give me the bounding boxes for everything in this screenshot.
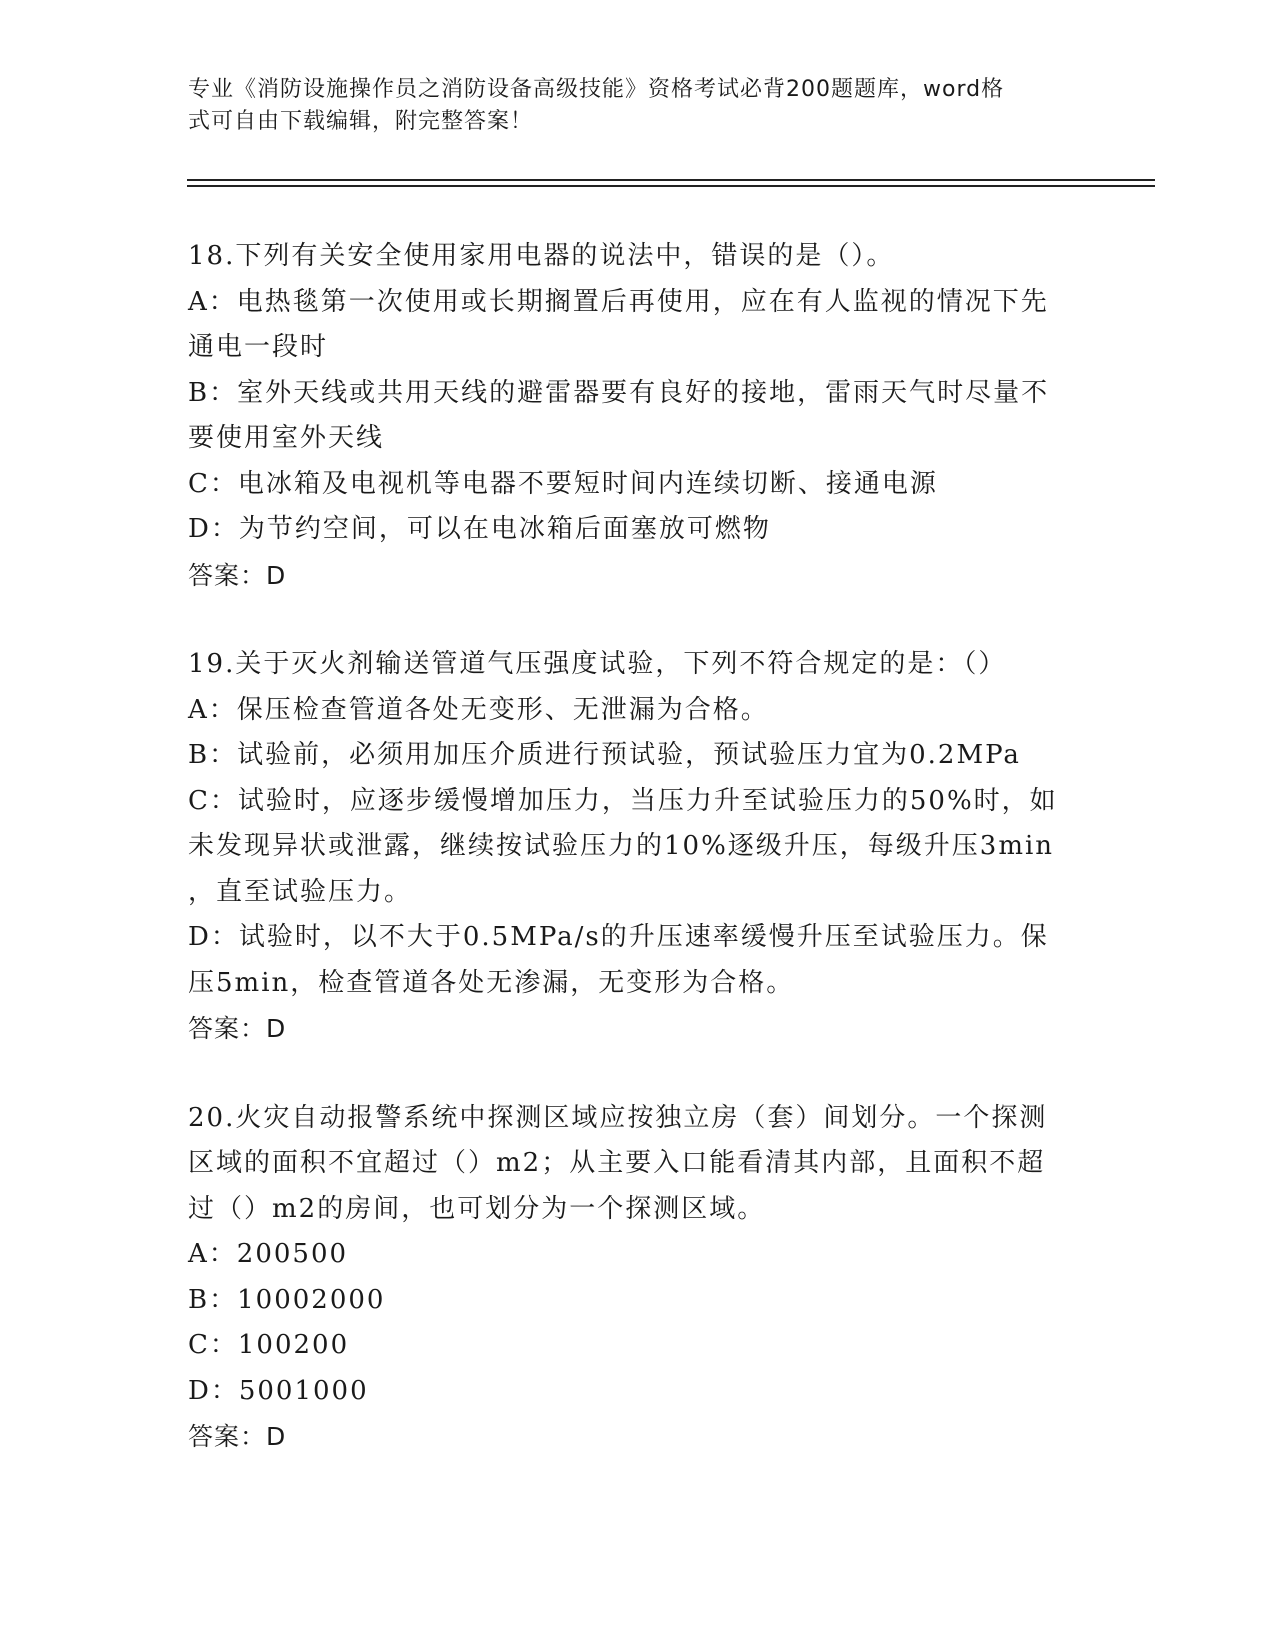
answer-option: C：电冰箱及电视机等电器不要短时间内连续切断、接通电源: [188, 468, 938, 499]
question-stem: 20.火灾自动报警系统中探测区域应按独立房（套）间划分。一个探测: [188, 1102, 1048, 1133]
answer-option: 压5min，检查管道各处无渗漏，无变形为合格。: [188, 967, 795, 998]
header-divider-top: [187, 179, 1155, 181]
answer-option: C：试验时，应逐步缓慢增加压力，当压力升至试验压力的50%时，如: [188, 785, 1058, 816]
answer-key: 答案：D: [188, 1422, 287, 1451]
header-line: 式可自由下载编辑，附完整答案！: [188, 109, 534, 134]
answer-option: C：100200: [188, 1330, 350, 1360]
header-line: 专业《消防设施操作员之消防设备高级技能》资格考试必背200题题库，word格: [188, 77, 1005, 102]
answer-key: 答案：D: [188, 560, 287, 590]
question-stem: 区域的面积不宜超过（）m2；从主要入口能看清其内部，且面积不超: [188, 1148, 1046, 1178]
answer-option: B：室外天线或共用天线的避雷器要有良好的接地，雷雨天气时尽量不: [188, 377, 1050, 408]
answer-option: 通电一段时: [188, 332, 329, 362]
question-stem: 19.关于灭火剂输送管道气压强度试验，下列不符合规定的是：（）: [188, 649, 1007, 679]
question-block: [188, 642, 1078, 1052]
answer-key: 答案：D: [188, 1014, 287, 1043]
question-list: [188, 234, 1078, 1504]
document-header: [188, 74, 1068, 138]
answer-option: A：保压检查管道各处无变形、无泄漏为合格。: [188, 694, 769, 725]
question-block: [188, 234, 1078, 598]
answer-option: D：为节约空间，可以在电冰箱后面塞放可燃物: [188, 514, 771, 544]
question-stem: 过（）m2的房间，也可划分为一个探测区域。: [188, 1193, 766, 1224]
answer-option: ，直至试验压力。: [188, 876, 413, 907]
answer-option: B：试验前，必须用加压介质进行预试验，预试验压力宜为0.2MPa: [188, 740, 1021, 770]
answer-option: 未发现异状或泄露，继续按试验压力的10%逐级升压，每级升压3min: [188, 831, 1055, 861]
answer-option: D：5001000: [188, 1375, 369, 1406]
answer-option: B：10002000: [188, 1284, 386, 1315]
answer-option: D：试验时，以不大于0.5MPa/s的升压速率缓慢升压至试验压力。保: [188, 922, 1049, 952]
header-divider-bottom: [187, 185, 1155, 187]
question-stem: 18.下列有关安全使用家用电器的说法中，错误的是（）。: [188, 241, 895, 271]
answer-option: 要使用室外天线: [188, 423, 385, 453]
question-block: [188, 1096, 1078, 1460]
answer-option: A：200500: [188, 1239, 349, 1269]
answer-option: A：电热毯第一次使用或长期搁置后再使用，应在有人监视的情况下先: [188, 286, 1049, 317]
